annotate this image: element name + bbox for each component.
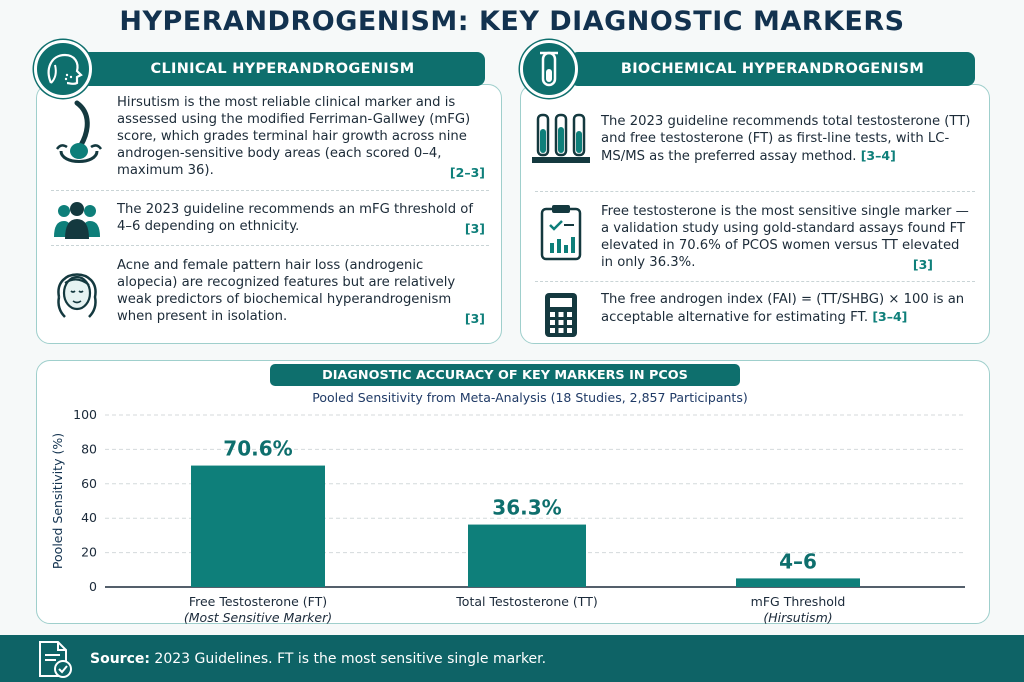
woman-face-icon — [37, 257, 117, 327]
biochemical-item-text — [601, 291, 973, 326]
divider — [51, 190, 489, 191]
y-tick-label: 100 — [73, 407, 97, 422]
bar-value-label: 36.3% — [492, 495, 562, 520]
document-check-icon — [34, 639, 74, 679]
biochemical-item-text — [601, 113, 973, 165]
woman-profile-icon — [34, 40, 92, 98]
y-tick-label: 20 — [81, 544, 97, 560]
clinical-item-acne — [37, 257, 501, 327]
biochemical-heading: BIOCHEMICAL HYPERANDROGENISM — [570, 52, 975, 86]
chart-subtitle: Pooled Sensitivity from Meta-Analysis (18 Studies, 2,857 Participants) — [312, 390, 748, 405]
citation: [2–3] — [449, 165, 485, 180]
clinical-item-text: Acne and female pattern hair loss (androgenic alopecia) are recognized features but are relatively weak predictors of biochemical hyperandrogenism when present in isolation. — [117, 258, 456, 324]
chart-heading: DIAGNOSTIC ACCURACY OF KEY MARKERS IN PCOS — [270, 364, 740, 386]
divider — [51, 245, 489, 246]
x-category-label: mFG Threshold — [750, 594, 846, 609]
citation: [3] — [464, 221, 485, 236]
x-category-note: (Hirsutism) — [763, 610, 833, 625]
clinical-panel — [36, 84, 502, 344]
biochemical-item-ft — [521, 203, 989, 273]
people-group-icon — [37, 201, 117, 241]
clinical-item-text: Hirsutism is the most reliable clinical marker and is assessed using the modified Ferriman-Gallwey (mFG) score, which grades terminal hair growth across nine androgen-sensitive body areas (each scored 0–4, maximum 36). — [117, 95, 471, 178]
x-category-note: (Most Sensitive Marker) — [183, 610, 333, 625]
citation: [3] — [912, 257, 933, 272]
footer-label: Source: — [90, 650, 150, 667]
footer — [0, 635, 1024, 682]
citation: [3–4] — [860, 148, 896, 163]
clinical-item-threshold — [37, 201, 501, 241]
page-title: HYPERANDROGENISM: KEY DIAGNOSTIC MARKERS — [119, 6, 905, 37]
citation: [3] — [464, 311, 485, 326]
hair-follicle-icon — [37, 95, 117, 181]
x-category-label: Total Testosterone (TT) — [456, 594, 598, 609]
y-tick-label: 0 — [89, 579, 97, 594]
y-tick-label: 80 — [81, 441, 97, 457]
clinical-item-hirsutism — [37, 95, 501, 181]
biochemical-item-tests — [521, 113, 989, 167]
biochemical-item-text: Free testosterone is the most sensitive single marker — a validation study using gold-standard assays found FT elevated in 70.6% of PCOS women versus TT elevated in only 36.3%. — [601, 204, 969, 270]
test-tube-icon — [520, 40, 578, 98]
divider — [535, 191, 975, 192]
item-text: The free androgen index (FAI) = (TT/SHBG) × 100 is an acceptable alternative for estimating FT. — [601, 292, 965, 325]
y-tick-label: 40 — [81, 510, 97, 526]
footer-text — [90, 651, 546, 667]
citation: [3–4] — [872, 309, 908, 324]
clipboard-chart-icon — [521, 203, 601, 273]
footer-note: 2023 Guidelines. FT is the most sensitive single marker. — [154, 650, 547, 667]
biochemical-item-fai — [521, 291, 989, 339]
bar-value-label: 4–6 — [779, 549, 817, 574]
y-tick-label: 60 — [81, 475, 97, 491]
clinical-heading: CLINICAL HYPERANDROGENISM — [80, 52, 485, 86]
test-tubes-icon — [521, 113, 601, 167]
item-text: The 2023 guideline recommends total testosterone (TT) and free testosterone (FT) as first-line tests, with LC-MS/MS as the preferred assay method. — [601, 114, 971, 164]
calculator-icon — [521, 291, 601, 339]
y-axis-label: Pooled Sensitivity (%) — [50, 432, 65, 570]
bar-value-label: 70.6% — [223, 436, 293, 461]
biochemical-panel — [520, 84, 990, 344]
clinical-item-text: The 2023 guideline recommends an mFG threshold of 4–6 depending on ethnicity. — [117, 202, 473, 234]
x-category-label: Free Testosterone (FT) — [188, 594, 328, 609]
divider — [535, 281, 975, 282]
